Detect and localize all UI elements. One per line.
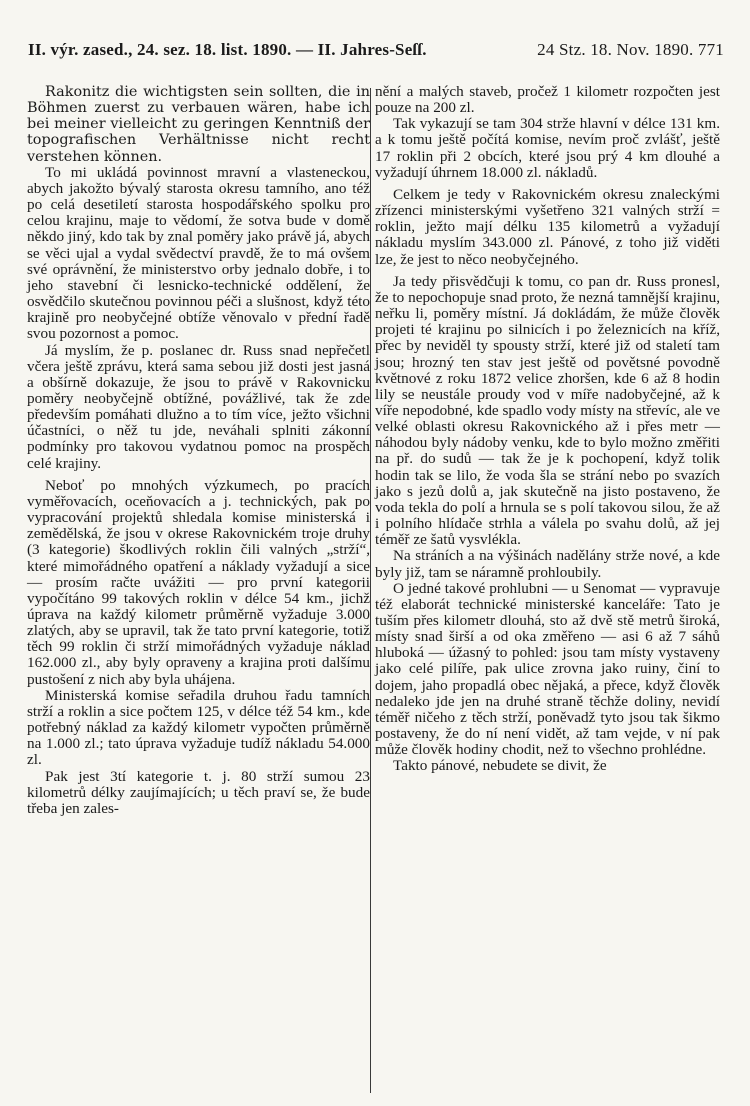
left-column (27, 84, 370, 817)
header-fraktur: Jahres-Seſſ. (340, 40, 427, 59)
right-column (375, 84, 720, 775)
paragraph: Tak vykazují se tam 304 strže hlavní v délce 131 km. a k tomu ještě počítá komise, nevím proč zvlášť, ještě 17 roklin při 2 obcích, které jsou prý 4 km dlouhé a vyžadují úhrnem 18.000 zl. nákladů. (375, 115, 720, 181)
paragraph: nění a malých staveb, pročež 1 kilometr rozpočten jest pouze na 200 zl. (375, 83, 720, 117)
paragraph: Rakonitz die wichtigsten sein sollten, die in Böhmen zuerst zu verbauen wären, habe ich bei meiner vielleicht zu geringen Kenntniß der topografischen Verhältnisse nicht recht verstehen können. (27, 84, 370, 165)
paragraph: Ja tedy přisvědčuji k tomu, co pan dr. Russ pronesl, že to nepochopuje snad proto, že nezná tamnější krajinu, neřku li, poměry místní. Já dokládám, že může člověk projeti té krajinu po silnicích i po železnicích na kříž, přec by neviděl ty spousty strží, které již od staletí tam jsou; hrozný ten stav jest ještě od povětsné povodně květnové z roku 1872 velice zhoršen, kde 6 až 8 hodin lily se neustále proudy vod v míře nadobyčejné, až k víře nepodobné, kde spadlo vody místy na střevíc, ale ve velké oblasti okresu Rakovnického až i přes metr — náhodou byly nádoby venku, kde to bylo možno změřiti na př. do sudů — tak že je k pochopení, když tolik hodin tak se lilo, že voda šla se strání nebo po svazích jako s jezů dolů a, jak skutečně na jisto postaveno, že voda tekla do polí a hrnula se s polí takovou silou, že až i polního hlídače strhla a válela po svahu dolů, až jej téměř ze šatů vysvlékla. (375, 272, 720, 549)
page-header (28, 40, 724, 60)
paragraph: O jedné takové prohlubni — u Senomat — vypravuje též elaborát technické ministerské kanceláře: Tato je tuším přes kilometr dlouhá, sto až dvě stě metrů široká, místy snad širší a od oka změřeno — asi 6 až 7 sáhů hluboká — úžasný to pohled: jsou tam místy vystaveny jako celé pilíře, pak ulice zrovna jako ruiny, činí to dojem, jaho propadlá obec nějaká, a přece, když člověk nedaleko jde jen na druhé straně těchže doliny, nevidí téměř ničeho z těch strží, poněvadž tyto jsou tak šikmo postaveny, že do ní není vidět, až tam vejde, v ní pak může člověk hodiny chodit, než to všechno prohlédne. (375, 579, 720, 759)
header-left: II. výr. zased., 24. sez. 18. list. 1890. — II. Jahres-Seſſ. (28, 40, 427, 59)
paragraph: To mi ukládá povinnost mravní a vlasteneckou, abych jakožto bývalý starosta okresu tamního, ano též po celá desetiletí starosta hospodářského spolku pro celou krajinu, maje to vědomí, že sotva bude v domě někdo jiný, kdo tak by znal poměry jako právě já, abych se věci ujal a vydal svědectví pravdě, že to má ovšem své oprávnění, že ministerstvo orby jednalo dobře, i to jeho stavební či lesnicko-technické oddělení, že osvědčilo skutečnou povinnou péči a slušnost, když této krajině pro neobyčejné obtíže věnovalo v přední řadě svou pozornost a pomoc. (27, 163, 370, 343)
column-divider (370, 88, 371, 1093)
paragraph: Pak jest 3tí kategorie t. j. 80 strží sumou 23 kilometrů délky zaujímajících; u těch praví se, že bude třeba jen zales- (27, 767, 370, 817)
paragraph: Na stráních a na výšinách nadělány strže nové, a kde byly již, tam se náramně prohloubily. (375, 547, 720, 581)
paragraph: Takto pánové, nebudete se divit, že (393, 757, 607, 775)
paragraph: Ministerská komise seřadila druhou řadu tamních strží a roklin a sice počtem 125, v délce též 54 km., kde potřebný náklad za každý kilometr vypočten průměrně na 1.000 zl.; tato úprava vyžaduje tudíž nákladu 54.000 zl. (27, 686, 370, 769)
header-right: 24 Stz. 18. Nov. 1890. 771 (537, 40, 724, 59)
paragraph: Celkem je tedy v Rakovnickém okresu znaleckými zřízenci ministerskými vyšetřeno 321 valných strží = roklin, ježto mají délku 135 kilometrů a vyžadují nákladu myslím 343.000 zl. Pánové, z toho již viděti lze, že jest to něco neobyčejného. (375, 185, 720, 268)
paragraph: Neboť po mnohých výzkumech, po pracích vyměřovacích, oceňovacích a j. technických, pak po vypracování projektů shledala komise ministerská i zemědělská, že jsou v okrese Rakovnickém troje druhy (3 kategorie) škodlivých roklin čili valných „strží“, které mimořádného opatření a náklady vyžadují a sice — prosím račte uvážiti — pro první kategorii vypočítáno 99 takových roklin v délce 54 km., jichž úprava na každý kilometr průměrně vyžaduje 3.000 zlatých, aby se upravil, tak že tato první kategorie, totiž těch 99 roklin či strží mimořádných vyžaduje náklad 162.000 zl., aby byly opraveny a krajina proti dalšímu pustošení z nich aby byla uhájena. (27, 476, 370, 688)
paragraph: Já myslím, že p. poslanec dr. Russ snad nepřečetl včera ještě zprávu, která sama sebou již dosti jest jasná a obšírně dokazuje, že jsou to právě v Rakovnicku poměry neobyčejně obtížné, povážlivé, tak že zde především pomáhati dlužno a to tím více, ježto všichni účastníci, o něž tu jde, neváhali splniti zákonní podmínky pro takovou vydatnou pomoc na prospěch celé krajiny. (27, 341, 370, 472)
